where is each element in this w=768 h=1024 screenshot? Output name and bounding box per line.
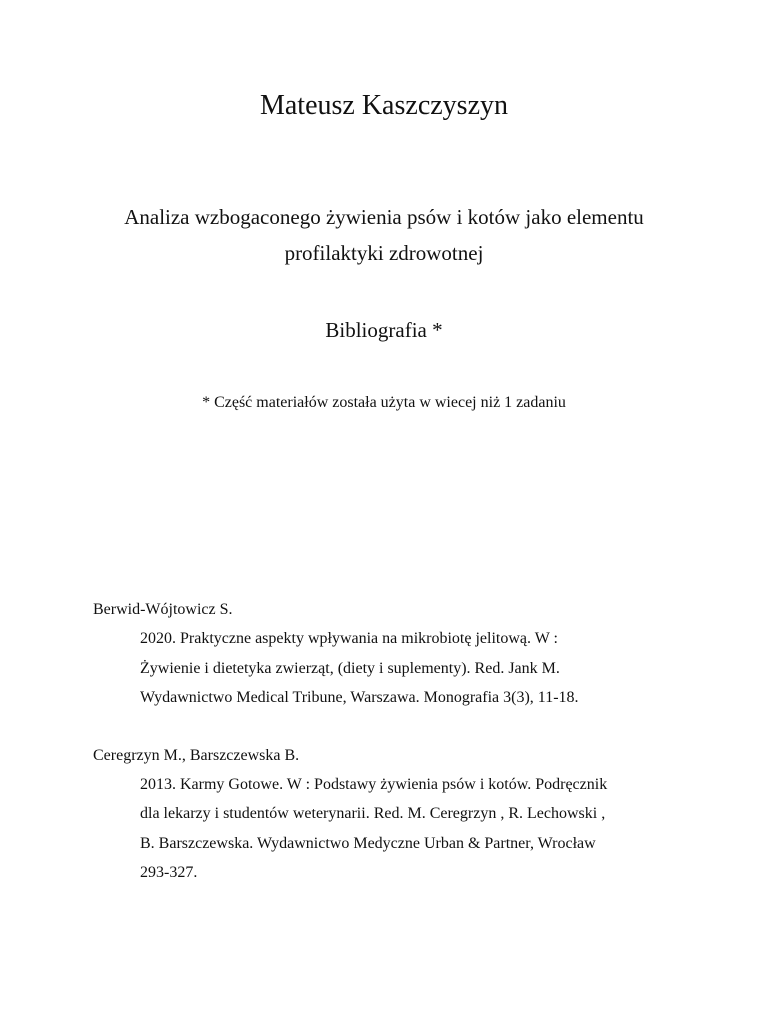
entry-line: Żywienie i dietetyka zwierząt, (diety i suplementy). Red. Jank M. [140, 659, 560, 677]
bibliography-list [93, 595, 693, 916]
entry-authors: Ceregrzyn M., Barszczewska B. [93, 746, 300, 764]
footnote: * Część materiałów została użyta w wiecej niż 1 zadaniu [202, 394, 566, 411]
entry-authors: Berwid-Wójtowicz S. [93, 601, 233, 618]
author-name: Mateusz Kaszczyszyn [259, 90, 508, 121]
entry-line: 2020. Praktyczne aspekty wpływania na mikrobiotę jelitową. W : [140, 630, 558, 647]
entry-line: dla lekarzy i studentów weterynarii. Red. M. Ceregrzyn , R. Lechowski , [140, 805, 606, 822]
title-line: profilaktyki zdrowotnej [284, 241, 484, 265]
section-heading: Bibliografia * [325, 318, 443, 342]
entry-line: 293-327. [140, 864, 198, 881]
bibliography-entry [93, 741, 693, 888]
document-title [60, 199, 708, 271]
title-line: Analiza wzbogaconego żywienia psów i kotów jako elementu [124, 205, 644, 229]
entry-line: 2013. Karmy Gotowe. W : Podstawy żywienia psów i kotów. Podręcznik [140, 775, 608, 793]
entry-line: Wydawnictwo Medical Tribune, Warszawa. Monografia 3(3), 11-18. [140, 689, 579, 706]
bibliography-entry [93, 595, 693, 713]
entry-line: B. Barszczewska. Wydawnictwo Medyczne Urban & Partner, Wrocław [140, 834, 596, 852]
